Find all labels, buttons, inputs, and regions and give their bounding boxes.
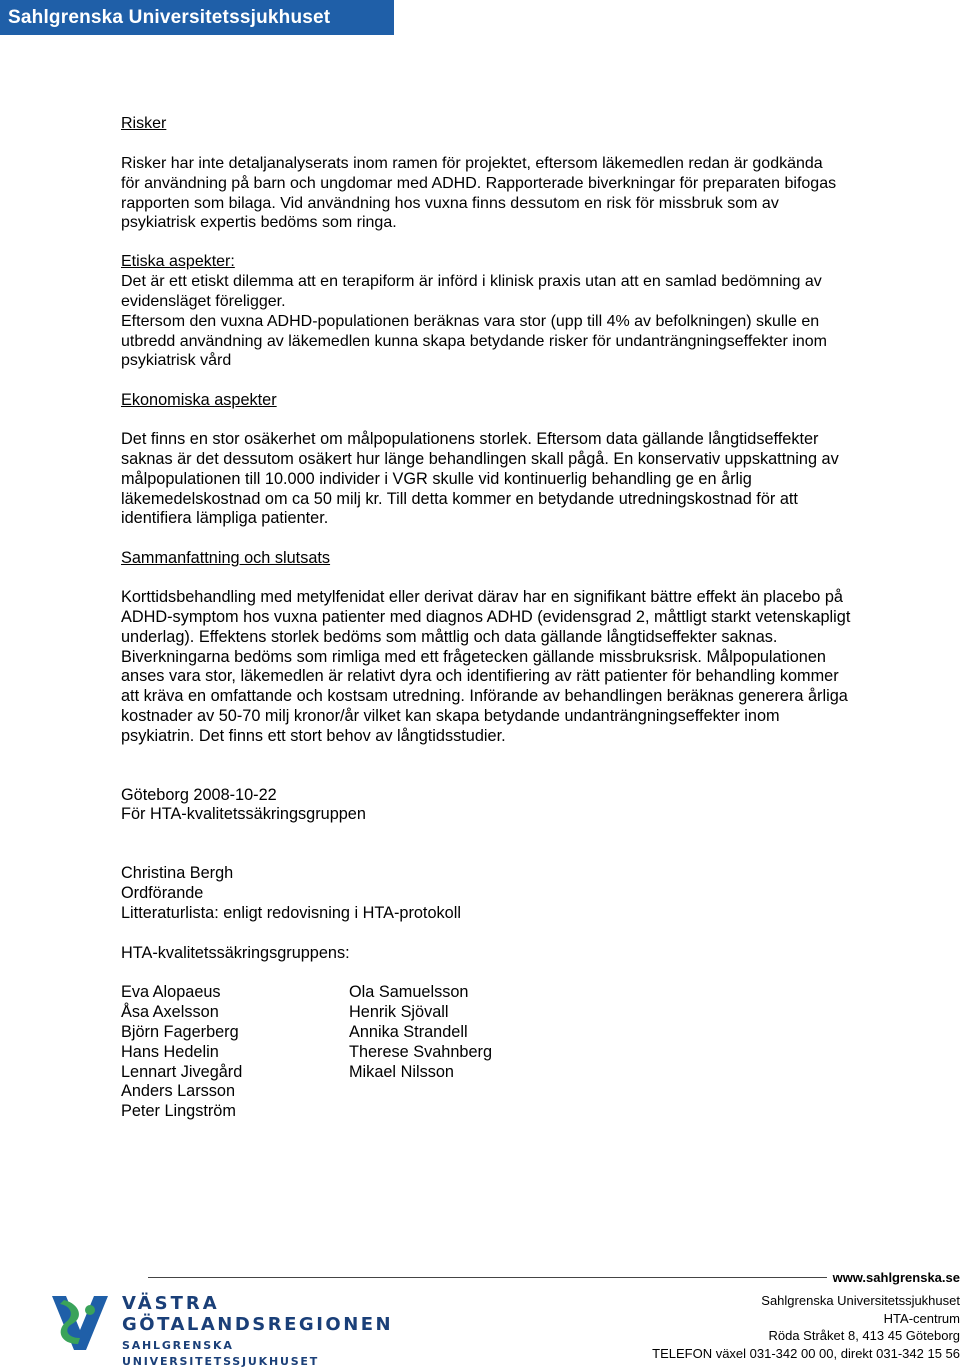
literature-note: Litteraturlista: enligt redovisning i HTA-protokoll bbox=[121, 903, 461, 922]
member-name: Björn Fagerberg bbox=[121, 1022, 239, 1041]
vgr-logo-icon bbox=[50, 1292, 118, 1358]
members-column-left bbox=[121, 983, 242, 1122]
text-line: läkemedelskostnad om ca 50 milj kr. Till detta kommer en betydande utredningskostnad för att bbox=[121, 489, 798, 508]
footer-address: Röda Stråket 8, 413 45 Göteborg bbox=[768, 1328, 960, 1343]
member-name: Peter Lingström bbox=[121, 1102, 236, 1121]
member-name: Lennart Jivegård bbox=[121, 1062, 243, 1081]
text-line: anses vara stor, läkemedlen är relativt dyra och identifiering av rätt patienter för behandling kommer bbox=[121, 667, 839, 686]
text-line: psykiatrisk expertis bedöms som ringa. bbox=[121, 214, 397, 232]
text-line: evidensläget föreligger. bbox=[121, 292, 286, 310]
risker-heading: Risker bbox=[121, 115, 167, 132]
vgr-logo bbox=[50, 1292, 394, 1368]
member-name: Eva Alopaeus bbox=[121, 983, 221, 1002]
etiska-heading: Etiska aspekter: bbox=[121, 253, 235, 271]
place-date: Göteborg 2008-10-22 bbox=[121, 785, 277, 804]
text-line: Risker har inte detaljanalyserats inom ramen för projektet, eftersom läkemedlen redan är godkända bbox=[121, 155, 823, 172]
text-line: underlag). Effektens storlek bedöms som måttlig och data gällande långtidseffekter saknas. bbox=[121, 627, 778, 646]
footer-contact bbox=[652, 1292, 960, 1362]
header-banner bbox=[0, 0, 394, 35]
footer-phone: TELEFON växel 031-342 00 00, direkt 031-342 15 56 bbox=[652, 1345, 960, 1361]
text-line: Eftersom den vuxna ADHD-populationen beräknas vara stor (upp till 4% av befolkningen) skulle en bbox=[121, 312, 820, 330]
document-body bbox=[121, 114, 891, 1123]
text-line: Det är ett etiskt dilemma att en terapiform är införd i klinisk praxis utan att en samlad bedömning av bbox=[121, 273, 822, 291]
text-line: Biverkningarna bedöms som rimliga med ett frågetecken gällande missbruksrisk. Målpopulationen bbox=[121, 647, 826, 666]
sammanfattning-paragraph bbox=[121, 588, 891, 746]
signer-name: Christina Bergh bbox=[121, 864, 234, 883]
etiska-paragraph bbox=[121, 272, 891, 371]
text-line: målpopulationen till 10.000 individer i VGR skulle vid kontinuerlig behandling ge en årlig bbox=[121, 469, 752, 488]
text-line: psykiatrin. Det finns ett stort behov av långtidsstudier. bbox=[121, 726, 506, 745]
sammanfattning-heading: Sammanfattning och slutsats bbox=[121, 549, 331, 568]
text-line: Det finns en stor osäkerhet om målpopulationens storlek. Eftersom data gällande långtidseffekter bbox=[121, 430, 819, 449]
logo-text-line: VÄSTRA bbox=[122, 1293, 220, 1314]
members-heading: HTA-kvalitetssäkringsgruppens: bbox=[121, 943, 350, 962]
logo-text-line: SAHLGRENSKA UNIVERSITETSSJUKHUSET bbox=[122, 1339, 320, 1368]
logo-text-line: GÖTALANDSREGIONEN bbox=[122, 1314, 394, 1335]
text-line: identifiera lämpliga patienter. bbox=[121, 509, 329, 528]
member-name: Anders Larsson bbox=[121, 1082, 236, 1101]
member-name: Annika Strandell bbox=[349, 1022, 468, 1041]
footer-website-link[interactable]: www.sahlgrenska.se bbox=[827, 1270, 960, 1285]
footer-unit: HTA-centrum bbox=[883, 1310, 960, 1326]
text-line: ADHD-symptom hos vuxna patienter med diagnos ADHD (evidensgrad 2, måttligt starkt vetenskapligt bbox=[121, 607, 851, 626]
text-line: psykiatrisk vård bbox=[121, 352, 232, 370]
text-line: saknas är det dessutom osäkert hur länge behandlingen skall pågå. En konservativ uppskattning av bbox=[121, 449, 839, 468]
member-name: Therese Svahnberg bbox=[349, 1042, 493, 1061]
ekonomiska-paragraph bbox=[121, 430, 891, 529]
risker-paragraph bbox=[121, 154, 891, 233]
signing-group: För HTA-kvalitetssäkringsgruppen bbox=[121, 805, 366, 824]
text-line: att kräva en omfattande och kostsam utredning. Införande av behandlingen beräknas generera årliga bbox=[121, 687, 848, 706]
member-name: Ola Samuelsson bbox=[349, 983, 469, 1002]
text-line: utbredd användning av läkemedlen kunna skapa betydande risker för undanträngningseffekter inom bbox=[121, 332, 827, 350]
text-line: för användning på barn och ungdomar med ADHD. Rapporterade biverkningar för preparaten bifogas bbox=[121, 174, 837, 192]
members-column-right bbox=[349, 983, 492, 1082]
text-line: Korttidsbehandling med metylfenidat eller derivat därav har en signifikant bättre effekt än placebo på bbox=[121, 588, 843, 607]
signer-role: Ordförande bbox=[121, 883, 204, 902]
ekonomiska-heading: Ekonomiska aspekter bbox=[121, 391, 277, 410]
footer-org: Sahlgrenska Universitetssjukhuset bbox=[761, 1293, 960, 1308]
header-title: Sahlgrenska Universitetssjukhuset bbox=[8, 7, 331, 28]
member-name: Hans Hedelin bbox=[121, 1042, 219, 1061]
text-line: kostnader av 50-70 milj kronor/år vilket kan skapa betydande undanträngningseffekter inom bbox=[121, 706, 780, 725]
member-name: Henrik Sjövall bbox=[349, 1003, 449, 1022]
member-name: Mikael Nilsson bbox=[349, 1062, 454, 1081]
member-name: Åsa Axelsson bbox=[121, 1003, 219, 1022]
members-list bbox=[121, 983, 891, 1123]
text-line: rapporten som bilaga. Vid användning hos vuxna finns dessutom en risk för missbruk som av bbox=[121, 194, 779, 212]
